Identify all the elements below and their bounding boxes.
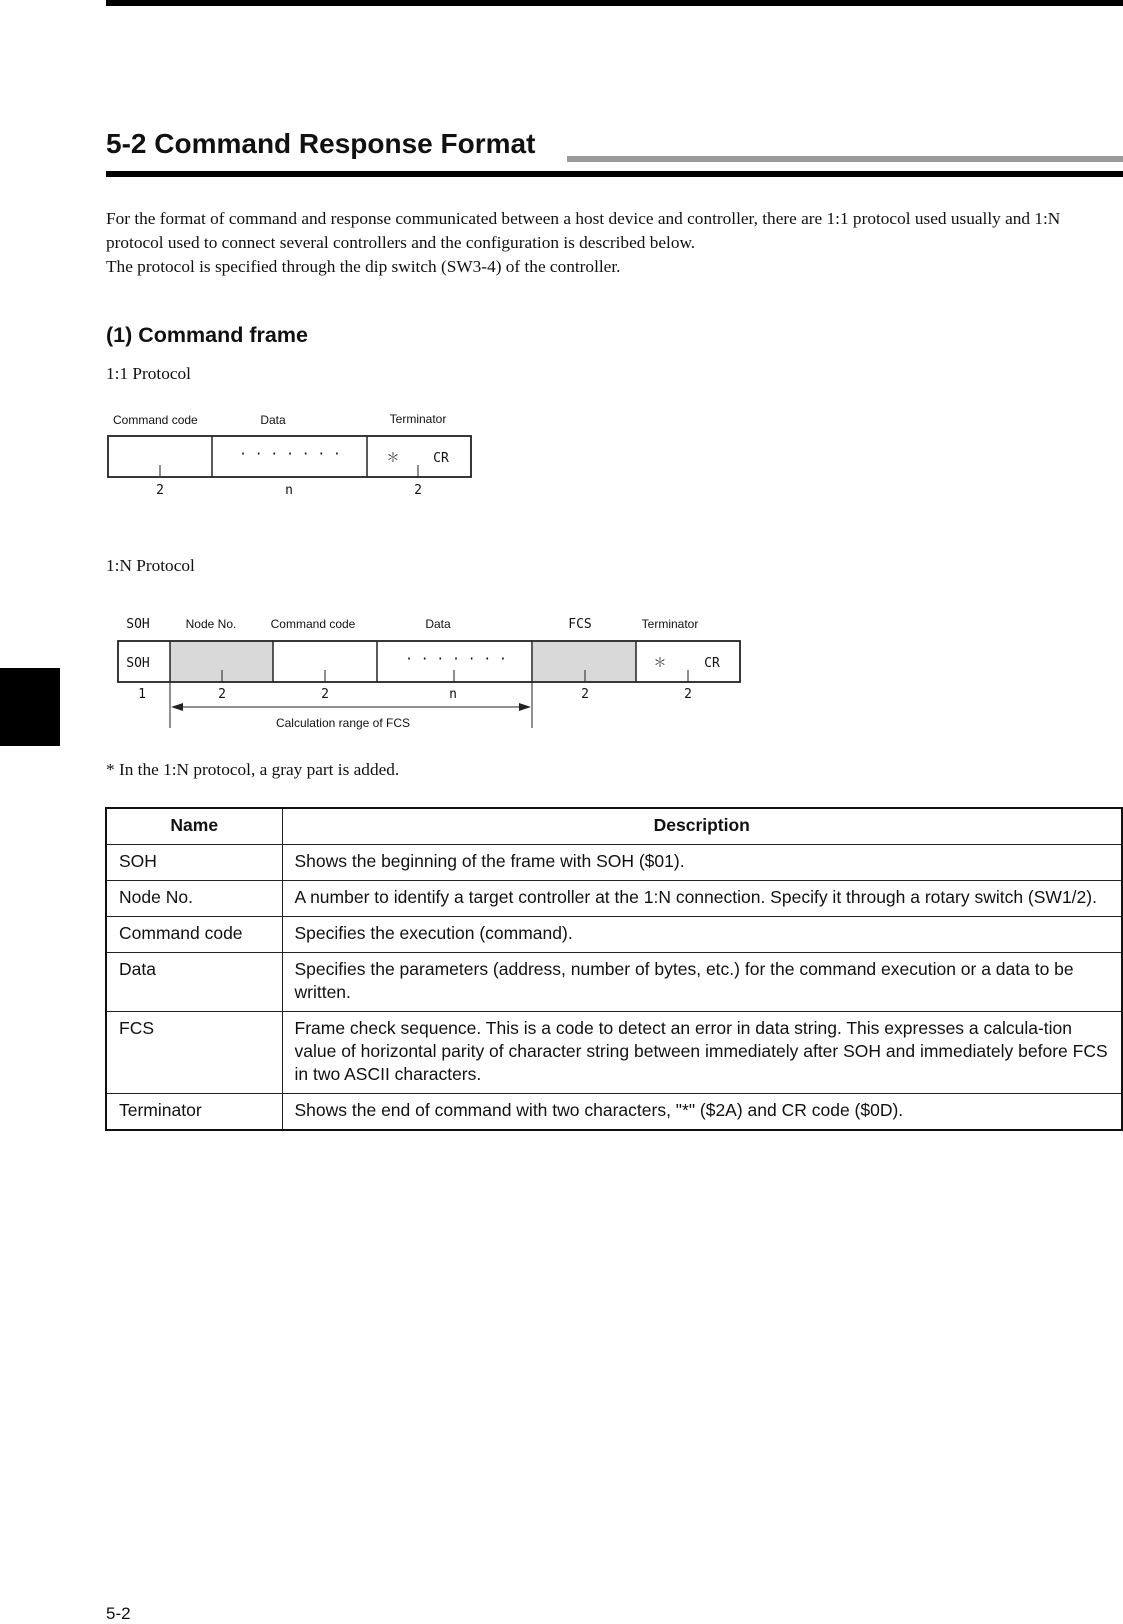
section-title: 5-2 Command Response Format (106, 128, 536, 159)
protocol-1-1-label: 1:1 Protocol (106, 364, 191, 383)
length-label: 2 (218, 687, 226, 702)
chapter-tab-marker (0, 668, 60, 746)
field-label-fcs: FCS (568, 617, 592, 632)
length-label: 2 (684, 687, 692, 702)
row-name: Terminator (106, 1094, 282, 1131)
table-row (106, 845, 1122, 881)
length-label: 2 (156, 483, 164, 498)
row-description: Shows the end of command with two characters, "*" ($2A) and CR code ($0D). (282, 1094, 1122, 1131)
field-label-data: Data (425, 617, 451, 631)
row-name: Command code (106, 917, 282, 953)
row-name: FCS (106, 1012, 282, 1094)
table-row (106, 1012, 1122, 1094)
terminator-cr: CR (704, 656, 720, 671)
intro-text (106, 207, 1116, 279)
protocol-1-n-label: 1:N Protocol (106, 556, 195, 575)
title-gray-rule (567, 156, 1123, 162)
table-row (106, 1094, 1122, 1131)
terminator-cr: CR (433, 451, 449, 466)
row-description: Specifies the parameters (address, number of bytes, etc.) for the command execution or a data to be written. (282, 953, 1122, 1012)
length-label: n (285, 483, 293, 498)
length-label: n (449, 687, 457, 702)
field-label-data: Data (260, 413, 286, 427)
row-description: A number to identify a target controller at the 1:N connection. Specify it through a rotary switch (SW1/2). (282, 881, 1122, 917)
arrowhead-right (519, 703, 531, 711)
top-rule (106, 0, 1123, 6)
header-description: Description (282, 808, 1122, 845)
page-number: 5-2 (106, 1604, 131, 1623)
field-label-command-code: Command code (270, 617, 356, 631)
terminator-star: ＊ (653, 656, 667, 671)
row-description: Frame check sequence. This is a code to detect an error in data string. This expresses a calcula-tion value of horizontal parity of character string between immediately after SOH and immediately before FCS in two ASCII characters. (282, 1012, 1122, 1094)
intro-paragraph-2: The protocol is specified through the dip switch (SW3-4) of the controller. (106, 257, 621, 276)
data-dots: · · · · · · · (405, 652, 507, 667)
fcs-range-label: Calculation range of FCS (275, 716, 411, 730)
field-label-terminator: Terminator (641, 617, 699, 631)
subsection-title: (1) Command frame (106, 323, 308, 347)
protocol-1-n-diagram (100, 610, 750, 735)
protocol-1-1-diagram (100, 405, 480, 510)
row-name: Data (106, 953, 282, 1012)
field-label-command-code: Command code (113, 413, 198, 427)
row-description: Shows the beginning of the frame with SOH ($01). (282, 845, 1122, 881)
field-description-table (105, 807, 1123, 1131)
intro-paragraph-1: For the format of command and response communicated between a host device and controller, there are 1:1 protocol used usually and 1:N protocol used to connect several controllers and the configuration is described below. (106, 209, 1061, 252)
table-row (106, 953, 1122, 1012)
length-label: 2 (321, 687, 329, 702)
length-label: 2 (414, 483, 422, 498)
table-row (106, 917, 1122, 953)
gray-part-note: * In the 1:N protocol, a gray part is added. (106, 760, 400, 779)
title-black-rule (106, 171, 1123, 177)
arrowhead-left (171, 703, 183, 711)
field-label-node-no: Node No. (185, 617, 237, 631)
table-row (106, 881, 1122, 917)
length-label: 2 (581, 687, 589, 702)
field-label-soh: SOH (126, 617, 150, 632)
header-name: Name (106, 808, 282, 845)
row-description: Specifies the execution (command). (282, 917, 1122, 953)
data-dots: · · · · · · · (239, 447, 341, 462)
terminator-star: ＊ (386, 451, 400, 466)
soh-cell-text: SOH (126, 656, 150, 671)
row-name: Node No. (106, 881, 282, 917)
field-label-terminator: Terminator (389, 412, 447, 426)
length-label: 1 (138, 687, 146, 702)
table-header-row (106, 808, 1122, 845)
row-name: SOH (106, 845, 282, 881)
